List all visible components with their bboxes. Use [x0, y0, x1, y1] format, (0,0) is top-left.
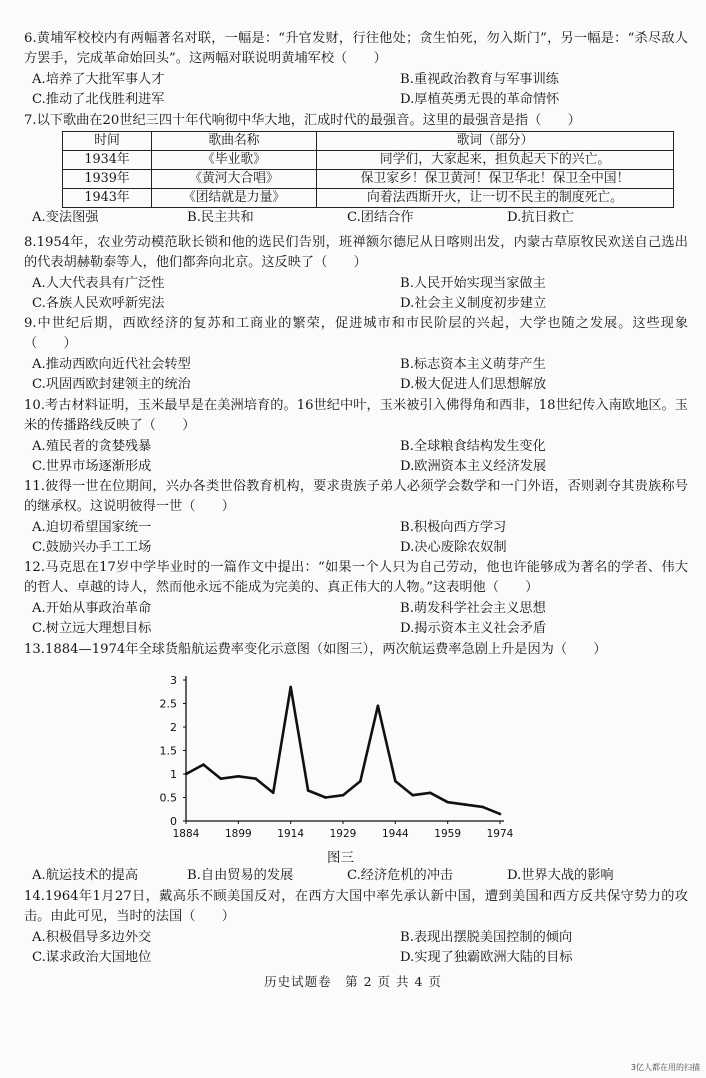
- option-b[interactable]: B.萌发科学社会主义思想: [400, 600, 546, 616]
- songs-table: [62, 131, 674, 208]
- x-tick-label: 1884: [172, 828, 200, 840]
- option-a[interactable]: A.殖民者的贪婪残暴: [32, 438, 152, 454]
- question-10: [24, 396, 688, 477]
- question-11: [24, 477, 688, 558]
- option-b[interactable]: B.自由贸易的发展: [187, 868, 294, 883]
- y-tick-label: 1: [170, 768, 177, 781]
- question-13-options-wrap: [24, 866, 688, 886]
- cell-lyrics: 同学们，大家起来，担负起天下的兴亡。: [317, 151, 674, 170]
- option-b[interactable]: B.表现出摆脱美国控制的倾向: [400, 929, 573, 945]
- y-tick-label: 0.5: [159, 791, 177, 805]
- cell-song: 《团结就是力量》: [152, 189, 317, 208]
- data-point: [202, 763, 205, 766]
- y-tick-label: 3: [170, 674, 177, 687]
- data-point: [481, 806, 484, 809]
- question-12-options: [24, 599, 688, 640]
- option-c[interactable]: C.各族人民欢呼新宪法: [32, 295, 165, 311]
- table-row: [63, 189, 674, 208]
- y-tick-label: 0: [170, 815, 177, 828]
- question-9: [24, 314, 688, 395]
- figure-caption: 图三: [327, 850, 354, 866]
- question-9-options: [24, 355, 688, 396]
- header-lyrics: 歌词（部分）: [317, 132, 674, 151]
- table-row: [63, 170, 674, 189]
- option-a[interactable]: A.积极倡导多边外交: [32, 929, 152, 945]
- y-tick-label: 2.5: [159, 697, 177, 711]
- question-14-stem: 14.1964年1月27日，戴高乐不顾美国反对，在西方大国中率先承认新中国，遭到美国和西方反共保守势力的攻击。由此可见，当时的法国（ ）: [24, 889, 688, 925]
- question-13-options: [24, 866, 688, 886]
- option-c[interactable]: C.树立远大理想目标: [32, 620, 152, 636]
- option-c[interactable]: C.经济危机的冲击: [347, 868, 454, 883]
- question-6-stem: 6.黄埔军校校内有两幅著名对联，一幅是：“升官发财，行往他处；贪生怕死，勿入斯门”，另一幅是：“杀尽敌人方罢手，完成革命始回头”。这两幅对联说明黄埔军校（ ）: [24, 31, 688, 67]
- question-7: [24, 111, 688, 229]
- option-c[interactable]: C.谋求政治大国地位: [32, 949, 152, 965]
- option-a[interactable]: A.航运技术的提高: [32, 868, 139, 883]
- question-6: [24, 29, 688, 110]
- data-point: [429, 792, 432, 795]
- question-14-options: [24, 928, 688, 969]
- option-c[interactable]: C.巩固西欧封建领主的统治: [32, 376, 191, 392]
- x-tick-label: 1929: [329, 828, 357, 840]
- data-point: [464, 803, 467, 806]
- question-11-stem: 11.彼得一世在位期间，兴办各类世俗教育机构，要求贵族子弟人必须学会数学和一门外语，否则剥夺其贵族称号的继承权。这说明彼得一世（ ）: [24, 479, 688, 515]
- y-tick-label: 1.5: [159, 744, 177, 758]
- question-8-options: [24, 274, 688, 315]
- option-b[interactable]: B.积极向西方学习: [400, 519, 507, 535]
- cell-lyrics: 向着法西斯开火，让一切不民主的制度死亡。: [317, 189, 674, 208]
- page-footer: 历史试题卷 第 2 页 共 4 页: [264, 974, 442, 989]
- option-b[interactable]: B.全球粮食结构发生变化: [400, 438, 546, 454]
- option-a[interactable]: A.变法图强: [32, 210, 99, 226]
- option-d[interactable]: D.抗日救亡: [507, 210, 575, 226]
- question-6-options: [24, 70, 688, 111]
- question-13: [24, 640, 688, 660]
- option-c[interactable]: C.世界市场逐渐形成: [32, 458, 152, 474]
- question-11-options: [24, 518, 688, 559]
- question-10-stem: 10.考古材料证明，玉米最早是在美洲培育的。16世纪中叶，玉米被引入佛得角和西非，18世纪传入南欧地区。玉米的传播路线反映了（ ）: [24, 398, 688, 434]
- question-10-options: [24, 437, 688, 478]
- option-d[interactable]: D.实现了独霸欧洲大陆的目标: [400, 949, 573, 965]
- cell-song: 《毕业歌》: [152, 151, 317, 170]
- data-point: [237, 775, 240, 778]
- data-point: [324, 796, 327, 799]
- freight-rate-chart: [150, 668, 530, 868]
- x-tick-label: 1914: [277, 828, 305, 840]
- question-12: [24, 558, 688, 639]
- question-12-stem: 12.马克思在17岁中学毕业时的一篇作文中提出：“如果一个人只为自己劳动，他也许能够成为著名的学者、伟大的哲人、卓越的诗人，然而他永远不能成为完美的、真正伟大的人物。”这表明他（ ）: [24, 560, 688, 596]
- data-point: [220, 777, 223, 780]
- option-d[interactable]: D.世界大战的影响: [507, 868, 614, 883]
- option-a[interactable]: A.人大代表具有广泛性: [32, 275, 165, 291]
- header-song: 歌曲名称: [152, 132, 317, 151]
- option-d[interactable]: D.极大促进人们思想解放: [400, 376, 547, 392]
- y-tick-label: 2: [170, 721, 177, 734]
- option-b[interactable]: B.人民开始实现当家做主: [400, 275, 546, 291]
- x-tick-label: 1944: [381, 828, 409, 840]
- option-b[interactable]: B.重视政治教育与军事训练: [400, 71, 559, 87]
- option-b[interactable]: B.标志资本主义萌芽产生: [400, 356, 546, 372]
- chart-svg: [150, 668, 530, 868]
- data-point: [377, 705, 380, 708]
- option-d[interactable]: D.揭示资本主义社会矛盾: [400, 620, 547, 636]
- data-point: [342, 794, 345, 797]
- option-c[interactable]: C.团结合作: [347, 210, 414, 226]
- header-time: 时间: [63, 132, 152, 151]
- cell-time: 1939年: [63, 170, 152, 189]
- option-c[interactable]: C.推动了北伐胜利进军: [32, 91, 165, 107]
- option-a[interactable]: A.迫切希望国家统一: [32, 519, 152, 535]
- scanner-watermark: 3亿人都在用的扫描: [630, 1063, 700, 1072]
- question-7-options: [24, 208, 688, 228]
- data-point: [254, 777, 257, 780]
- question-9-stem: 9.中世纪后期，西欧经济的复苏和工商业的繁荣，促进城市和市民阶层的兴起，大学也随之发展。这些现象（ ）: [24, 316, 688, 352]
- data-point: [289, 686, 292, 689]
- cell-time: 1943年: [63, 189, 152, 208]
- question-7-stem: 7.以下歌曲在20世纪三四十年代响彻中华大地，汇成时代的最强音。这里的最强音是指（ ）: [24, 113, 581, 128]
- question-8: [24, 233, 688, 314]
- table-row: [63, 151, 674, 170]
- data-point: [272, 792, 275, 795]
- option-b[interactable]: B.民主共和: [187, 210, 254, 226]
- option-a[interactable]: A.开始从事政治革命: [32, 600, 152, 616]
- table-header-row: [63, 132, 674, 151]
- option-a[interactable]: A.推动西欧向近代社会转型: [32, 356, 191, 372]
- x-tick-label: 1959: [434, 828, 462, 840]
- question-13-stem: 13.1884—1974年全球货船航运费率变化示意图（如图三），两次航运费率急剧上升是因为（ ）: [24, 642, 607, 657]
- cell-song: 《黄河大合唱》: [152, 170, 317, 189]
- option-c[interactable]: C.鼓励兴办手工工场: [32, 539, 152, 555]
- cell-lyrics: 保卫家乡！保卫黄河！保卫华北！保卫全中国！: [317, 170, 674, 189]
- option-d[interactable]: D.社会主义制度初步建立: [400, 295, 547, 311]
- data-point: [411, 794, 414, 797]
- option-a[interactable]: A.培养了大批军事人才: [32, 71, 165, 87]
- question-8-stem: 8.1954年，农业劳动模范耿长锁和他的选民们告别，班禅额尔德尼从日喀则出发，内蒙古草原牧民欢送自己选出的代表胡赫勒泰等人，他们都奔向北京。这反映了（ ）: [24, 235, 688, 271]
- x-tick-label: 1899: [224, 828, 252, 840]
- data-point: [359, 780, 362, 783]
- data-point: [446, 801, 449, 804]
- question-14: [24, 887, 688, 968]
- data-point: [499, 813, 502, 816]
- option-d[interactable]: D.欧洲资本主义经济发展: [400, 458, 547, 474]
- data-point: [307, 789, 310, 792]
- x-tick-label: 1974: [486, 828, 514, 840]
- data-point: [394, 780, 397, 783]
- option-d[interactable]: D.厚植英勇无畏的革命情怀: [400, 91, 560, 107]
- cell-time: 1934年: [63, 151, 152, 170]
- data-point: [185, 773, 188, 776]
- option-d[interactable]: D.决心废除农奴制: [400, 539, 507, 555]
